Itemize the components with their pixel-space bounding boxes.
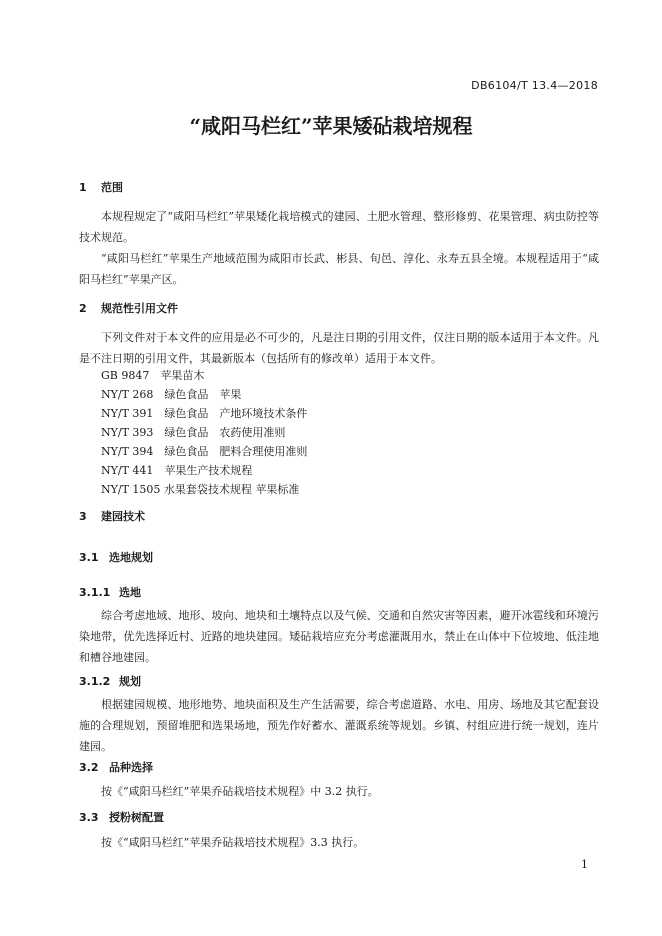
section-1-paragraph-2: “咸阳马栏红”苹果生产地域范围为咸阳市长武、彬县、旬邑、淳化、永寿五县全境。本规程适用于“咸阳马栏红”苹果产区。 [79,252,599,286]
subsection-3-1-heading [79,549,153,565]
section-number: 3 [79,510,87,523]
subsection-title: 品种选择 [109,761,153,774]
section-title: 规范性引用文件 [101,302,178,315]
subsection-3-3-paragraph: 按《“咸阳马栏红”苹果乔砧栽培技术规程》3.3 执行。 [101,836,365,849]
reference-item: GB 9847 苹果苗木 [101,369,205,382]
section-3-heading [79,508,145,524]
subsection-3-1-1-heading [79,584,141,600]
document-title: “咸阳马栏红”苹果矮砧栽培规程 [189,114,473,138]
subsection-3-2-paragraph: 按《“咸阳马栏红”苹果乔砧栽培技术规程》中 3.2 执行。 [101,785,379,798]
subsection-3-1-1-paragraph: 综合考虑地域、地形、坡向、地块和土壤特点以及气候、交通和自然灾害等因素，避开冰雹线和环境污染地带，优先选择近村、近路的地块建园。矮砧栽培应充分考虑灌溉用水，禁止在山体中下位坡地、低洼地和槽谷地建园。 [79,609,599,664]
section-title: 范围 [101,181,123,194]
subsection-3-1-2-heading [79,673,141,689]
subsection-number: 3.2 [79,761,99,774]
page-number: 1 [581,858,588,871]
subsection-3-3-heading [79,809,164,825]
subsection-title: 选地 [119,586,141,599]
reference-item: NY/T 1505 水果套袋技术规程 苹果标准 [101,483,300,496]
section-number: 1 [79,181,87,194]
section-1-paragraph-1: 本规程规定了“咸阳马栏红”苹果矮化栽培模式的建园、土肥水管理、整形修剪、花果管理、病虫防控等技术规范。 [79,210,599,244]
subsection-number: 3.3 [79,811,99,824]
subsection-3-1-2-paragraph: 根据建园规模、地形地势、地块面积及生产生活需要，综合考虑道路、水电、用房、场地及其它配套设施的合理规划，预留堆肥和选果场地，预先作好蓄水、灌溉系统等规划。乡镇、村组应进行统一规划，连片建园。 [79,698,599,753]
section-number: 2 [79,302,87,315]
reference-item: NY/T 393 绿色食品 农药使用准则 [101,426,286,439]
subsection-number: 3.1.1 [79,586,111,599]
subsection-title: 选地规划 [109,551,153,564]
section-1-heading [79,179,123,195]
reference-item: NY/T 441 苹果生产技术规程 [101,464,253,477]
section-title: 建园技术 [101,510,145,523]
reference-item: NY/T 391 绿色食品 产地环境技术条件 [101,407,308,420]
reference-item: NY/T 268 绿色食品 苹果 [101,388,242,401]
subsection-title: 授粉树配置 [109,811,164,824]
reference-item: NY/T 394 绿色食品 肥料合理使用准则 [101,445,308,458]
section-2-intro: 下列文件对于本文件的应用是必不可少的，凡是注日期的引用文件，仅注日期的版本适用于本文件。凡是不注日期的引用文件，其最新版本（包括所有的修改单）适用于本文件。 [79,331,599,365]
subsection-number: 3.1 [79,551,99,564]
subsection-number: 3.1.2 [79,675,111,688]
section-2-heading [79,300,178,316]
subsection-title: 规划 [119,675,141,688]
subsection-3-2-heading [79,759,153,775]
standard-code: DB6104/T 13.4—2018 [471,79,598,92]
